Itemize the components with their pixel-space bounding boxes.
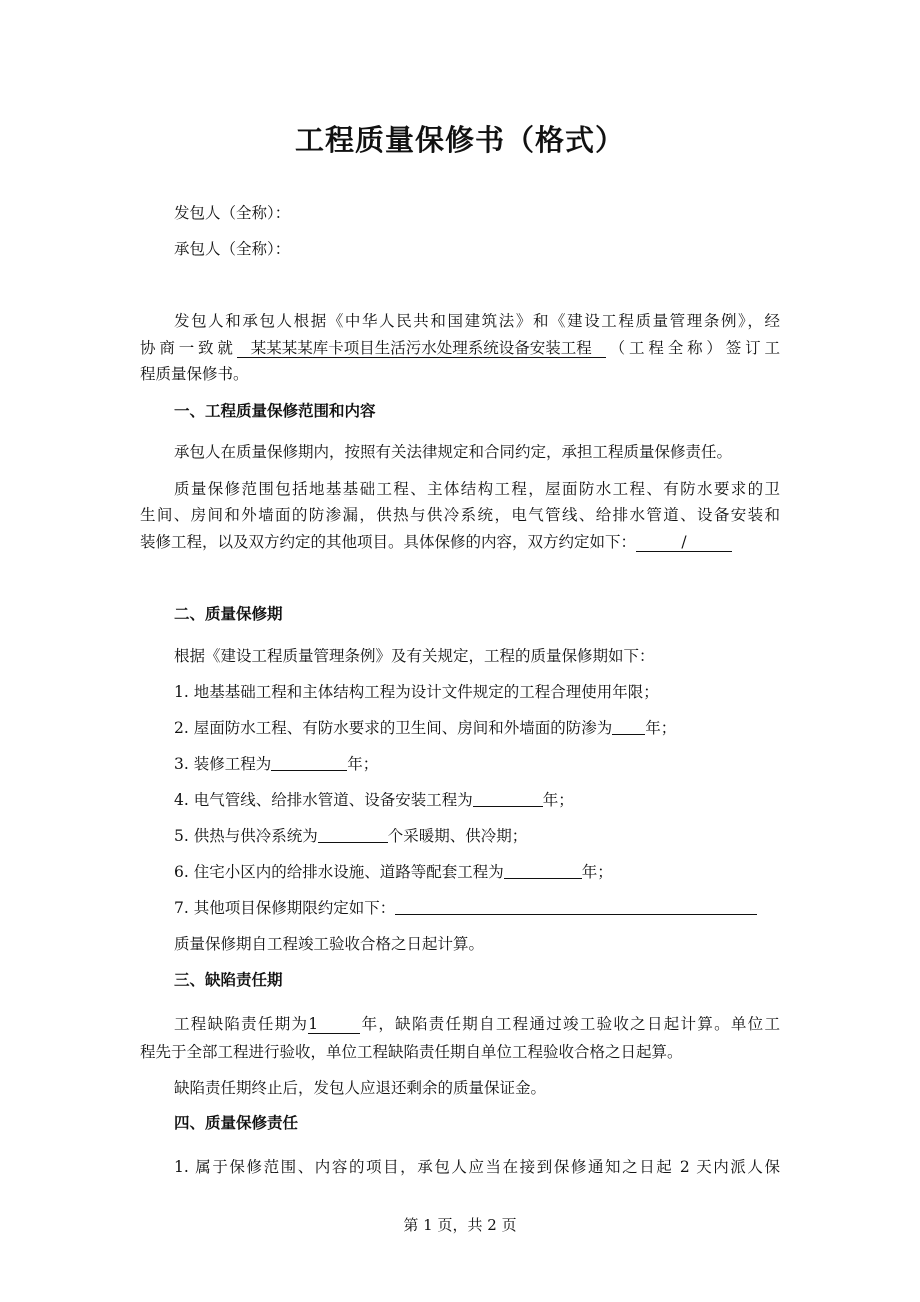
section-3-para-2: 缺陷责任期终止后，发包人应退还剩余的质量保证金。 (174, 1079, 547, 1097)
warranty-item-7-text: 7. 其他项目保修期限约定如下： (174, 899, 396, 917)
section-3-heading: 三、缺陷责任期 (174, 971, 283, 989)
employer-field: 发包人（全称）： (174, 204, 291, 222)
heating-periods-field (318, 826, 388, 843)
other-items-field (395, 898, 757, 915)
section-2-intro: 根据《建设工程质量管理条例》及有关规定，工程的质量保修期如下： (174, 647, 655, 665)
intro-line-2-prefix: 协商一致就 (140, 339, 237, 357)
section-2-note: 质量保修期自工程竣工验收合格之日起计算。 (174, 935, 485, 953)
defect-period-years-field: 1 (308, 1016, 360, 1034)
warranty-item-6 (174, 860, 780, 882)
warranty-item-3-unit: 年； (347, 755, 379, 773)
intro-line-1: 发包人和承包人根据《中华人民共和国建筑法》和《建设工程质量管理条例》，经 (174, 312, 780, 330)
warranty-item-7 (174, 896, 780, 918)
page-number: 第 1 页，共 2 页 (403, 1216, 517, 1234)
intro-line-3: 程质量保修书。 (140, 365, 249, 383)
document-title: 工程质量保修书（格式） (294, 123, 625, 157)
waterproof-years-field (612, 718, 645, 735)
supporting-works-years-field (504, 862, 582, 879)
warranty-item-4-unit: 年； (542, 791, 574, 809)
warranty-item-2 (174, 716, 780, 738)
warranty-item-6-text: 6. 住宅小区内的给排水设施、道路等配套工程为 (174, 863, 504, 881)
section-1-para-2-line-3-text: 装修工程，以及双方约定的其他项目。具体保修的内容，双方约定如下： (140, 533, 637, 551)
warranty-item-5-unit: 个采暖期、供冷期； (387, 827, 528, 845)
section-3-para-1-line-1 (174, 1012, 780, 1034)
decoration-years-field (271, 754, 347, 771)
warranty-item-5 (174, 824, 780, 846)
warranty-item-6-unit: 年； (581, 863, 613, 881)
section-4-heading: 四、质量保修责任 (174, 1114, 299, 1132)
section-1-para-2-line-3 (140, 530, 780, 552)
intro-line-2 (140, 336, 780, 358)
section-4-para-1: 1. 属于保修范围、内容的项目，承包人应当在接到保修通知之日起 2 天内派人保 (174, 1158, 780, 1176)
contractor-field: 承包人（全称）： (174, 240, 291, 258)
defect-period-text: 工程缺陷责任期为 (174, 1015, 309, 1033)
equipment-years-field (473, 790, 543, 807)
intro-line-2-suffix: （工程全称）签订工 (605, 339, 780, 357)
warranty-item-2-unit: 年； (645, 719, 677, 737)
maintenance-content-field: / (636, 534, 732, 552)
warranty-item-4-text: 4. 电气管线、给排水管道、设备安装工程为 (174, 791, 473, 809)
warranty-item-1: 1. 地基基础工程和主体结构工程为设计文件规定的工程合理使用年限； (174, 683, 659, 701)
warranty-item-3 (174, 752, 780, 774)
section-1-heading: 一、工程质量保修范围和内容 (174, 402, 376, 420)
project-name-field: 某某某某库卡项目生活污水处理系统设备安装工程 (237, 340, 606, 358)
warranty-item-4 (174, 788, 780, 810)
section-1-para-1: 承包人在质量保修期内，按照有关法律规定和合同约定，承担工程质量保修责任。 (174, 443, 733, 461)
section-2-heading: 二、质量保修期 (174, 605, 283, 623)
section-1-para-2-line-1: 质量保修范围包括地基基础工程、主体结构工程，屋面防水工程、有防水要求的卫 (174, 480, 780, 498)
warranty-item-2-text: 2. 屋面防水工程、有防水要求的卫生间、房间和外墙面的防渗为 (174, 719, 613, 737)
defect-period-text-cont: 年，缺陷责任期自工程通过竣工验收之日起计算。单位工 (360, 1015, 780, 1033)
section-3-para-1-line-2: 程先于全部工程进行验收，单位工程缺陷责任期自单位工程验收合格之日起算。 (140, 1043, 683, 1061)
section-1-para-2-line-2: 生间、房间和外墙面的防渗漏，供热与供冷系统，电气管线、给排水管道、设备安装和 (140, 506, 780, 524)
warranty-item-3-text: 3. 装修工程为 (174, 755, 272, 773)
warranty-item-5-text: 5. 供热与供冷系统为 (174, 827, 318, 845)
